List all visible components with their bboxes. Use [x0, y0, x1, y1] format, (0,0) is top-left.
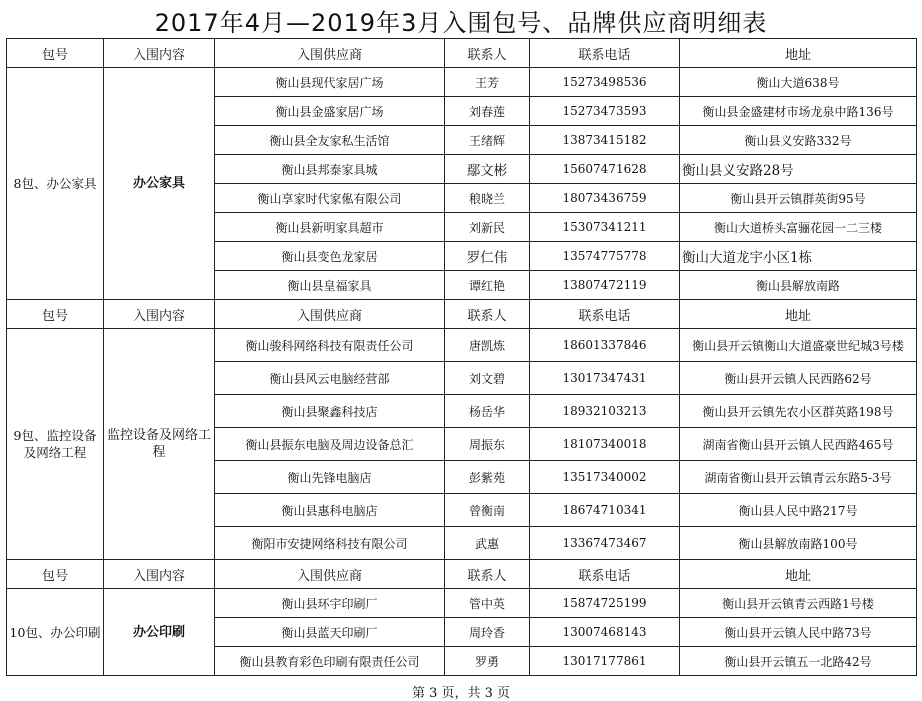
contact-cell: 刘春莲: [445, 97, 530, 126]
supplier-cell: 衡山县风云电脑经营部: [215, 362, 445, 395]
contact-cell: 杨岳华: [445, 395, 530, 428]
supplier-cell: 衡山县惠科电脑店: [215, 494, 445, 527]
phone-cell: 15874725199: [530, 589, 680, 618]
supplier-cell: 衡山县全友家私生活馆: [215, 126, 445, 155]
phone-cell: 15307341211: [530, 213, 680, 242]
header-supplier: 入围供应商: [215, 560, 445, 589]
contact-cell: 彭紫苑: [445, 461, 530, 494]
contact-cell: 稂晓兰: [445, 184, 530, 213]
contact-cell: 周玲香: [445, 618, 530, 647]
header-package: 包号: [7, 560, 104, 589]
contact-cell: 罗勇: [445, 647, 530, 676]
contact-cell: 鄢文彬: [445, 155, 530, 184]
phone-cell: 13017177861: [530, 647, 680, 676]
contact-cell: 刘新民: [445, 213, 530, 242]
header-content: 入围内容: [104, 39, 215, 68]
supplier-cell: 衡山县环宇印刷厂: [215, 589, 445, 618]
address-cell: 衡山县人民中路217号: [680, 494, 917, 527]
header-supplier: 入围供应商: [215, 300, 445, 329]
phone-cell: 18601337846: [530, 329, 680, 362]
package-cell: 8包、办公家具: [7, 68, 104, 300]
contact-cell: 曾衡南: [445, 494, 530, 527]
address-cell: 衡山县解放南路100号: [680, 527, 917, 560]
address-cell: 衡山县开云镇五一北路42号: [680, 647, 917, 676]
content-cell: 办公印刷: [104, 589, 215, 676]
phone-cell: 13574775778: [530, 242, 680, 271]
header-phone: 联系电话: [530, 39, 680, 68]
phone-cell: 13807472119: [530, 271, 680, 300]
supplier-cell: 衡山县变色龙家居: [215, 242, 445, 271]
address-cell: 湖南省衡山县开云镇人民西路465号: [680, 428, 917, 461]
contact-cell: 武惠: [445, 527, 530, 560]
supplier-cell: 衡山享家时代家俬有限公司: [215, 184, 445, 213]
supplier-cell: 衡山先锋电脑店: [215, 461, 445, 494]
address-cell: 衡山县金盛建材市场龙泉中路136号: [680, 97, 917, 126]
header-phone: 联系电话: [530, 560, 680, 589]
phone-cell: 15273498536: [530, 68, 680, 97]
header-content: 入围内容: [104, 300, 215, 329]
header-contact: 联系人: [445, 560, 530, 589]
table-header-row: [7, 300, 917, 329]
phone-cell: 13873415182: [530, 126, 680, 155]
header-contact: 联系人: [445, 300, 530, 329]
contact-cell: 唐凯炼: [445, 329, 530, 362]
contact-cell: 王绪辉: [445, 126, 530, 155]
phone-cell: 13367473467: [530, 527, 680, 560]
phone-cell: 13517340002: [530, 461, 680, 494]
header-package: 包号: [7, 39, 104, 68]
page-footer: 第 3 页，共 3 页: [411, 686, 511, 701]
table-row: [7, 589, 917, 618]
table-header-row: [7, 560, 917, 589]
contact-cell: 王芳: [445, 68, 530, 97]
phone-cell: 18073436759: [530, 184, 680, 213]
supplier-cell: 衡山县新明家具超市: [215, 213, 445, 242]
header-content: 入围内容: [104, 560, 215, 589]
contact-cell: 罗仁伟: [445, 242, 530, 271]
header-address: 地址: [680, 560, 917, 589]
phone-cell: 13017347431: [530, 362, 680, 395]
table-row: [7, 68, 917, 97]
header-contact: 联系人: [445, 39, 530, 68]
supplier-cell: 衡阳市安捷网络科技有限公司: [215, 527, 445, 560]
address-cell: 衡山县开云镇青云西路1号楼: [680, 589, 917, 618]
package-cell: 9包、监控设备及网络工程: [7, 329, 104, 560]
header-phone: 联系电话: [530, 300, 680, 329]
supplier-cell: 衡山县教育彩色印刷有限责任公司: [215, 647, 445, 676]
header-package: 包号: [7, 300, 104, 329]
address-cell: 衡山大道桥头富骊花园一二三楼: [680, 213, 917, 242]
package-cell: 10包、办公印刷: [7, 589, 104, 676]
address-cell: 衡山县解放南路: [680, 271, 917, 300]
address-cell: 衡山县开云镇人民西路62号: [680, 362, 917, 395]
supplier-cell: 衡山县现代家居广场: [215, 68, 445, 97]
supplier-cell: 衡山县聚鑫科技店: [215, 395, 445, 428]
header-address: 地址: [680, 300, 917, 329]
address-cell: 衡山县开云镇衡山大道盛豪世纪城3号楼: [680, 329, 917, 362]
address-cell: 衡山县义安路332号: [680, 126, 917, 155]
contact-cell: 周振东: [445, 428, 530, 461]
supplier-cell: 衡山县蓝天印刷厂: [215, 618, 445, 647]
contact-cell: 谭红艳: [445, 271, 530, 300]
address-cell: 衡山县开云镇群英街95号: [680, 184, 917, 213]
supplier-cell: 衡山县皇福家具: [215, 271, 445, 300]
contact-cell: 刘文碧: [445, 362, 530, 395]
address-cell: 衡山县义安路28号: [680, 155, 917, 184]
phone-cell: 15607471628: [530, 155, 680, 184]
address-cell: 衡山县开云镇先农小区群英路198号: [680, 395, 917, 428]
phone-cell: 18107340018: [530, 428, 680, 461]
table-header-row: [7, 39, 917, 68]
supplier-cell: 衡山骏科网络科技有限责任公司: [215, 329, 445, 362]
page-title: 2017年4月—2019年3月入围包号、品牌供应商明细表: [154, 9, 768, 37]
table-row: [7, 329, 917, 362]
supplier-table: [6, 38, 917, 676]
phone-cell: 18932103213: [530, 395, 680, 428]
address-cell: 衡山大道龙宇小区1栋: [680, 242, 917, 271]
phone-cell: 18674710341: [530, 494, 680, 527]
supplier-cell: 衡山县振东电脑及周边设备总汇: [215, 428, 445, 461]
address-cell: 湖南省衡山县开云镇青云东路5-3号: [680, 461, 917, 494]
phone-cell: 13007468143: [530, 618, 680, 647]
address-cell: 衡山县开云镇人民中路73号: [680, 618, 917, 647]
contact-cell: 管中英: [445, 589, 530, 618]
phone-cell: 15273473593: [530, 97, 680, 126]
address-cell: 衡山大道638号: [680, 68, 917, 97]
header-supplier: 入围供应商: [215, 39, 445, 68]
supplier-cell: 衡山县邦泰家具城: [215, 155, 445, 184]
supplier-cell: 衡山县金盛家居广场: [215, 97, 445, 126]
content-cell: 办公家具: [104, 68, 215, 300]
header-address: 地址: [680, 39, 917, 68]
content-cell: 监控设备及网络工程: [104, 329, 215, 560]
